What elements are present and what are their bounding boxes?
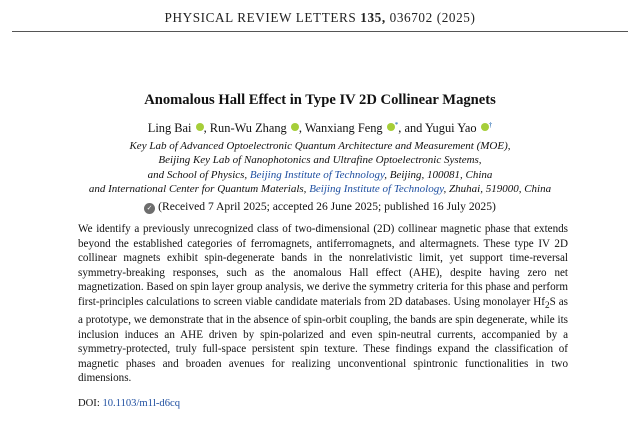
header-rule (12, 31, 628, 32)
author-separator: , and (398, 121, 423, 136)
paper-title: Anomalous Hall Effect in Type IV 2D Collinear Magnets (144, 92, 496, 108)
affiliation-text: , Zhuhai, 519000, China (443, 182, 552, 195)
publication-dates (0, 200, 640, 214)
dates-text: (Received 7 April 2025; accepted 26 June 2025; published 16 July 2025) (158, 200, 496, 213)
author-separator: , (298, 121, 302, 136)
author-separator: , (203, 121, 207, 136)
orcid-icon[interactable] (387, 123, 395, 131)
author-name: Run-Wu Zhang (209, 121, 287, 136)
abstract-subscript: 2 (545, 300, 550, 311)
author-1[interactable] (148, 121, 204, 135)
author-2[interactable] (210, 121, 299, 135)
affiliations (0, 139, 640, 196)
affiliation-line (0, 168, 640, 182)
abstract-text: S as a prototype, we demonstrate that in the absence of spin-orbit coupling, the bands are spin degenerate, while its inclusion induces an AHE driven by spin-polarized and even spin-neutral currents, accompanied by a symmetry-protected, truly full-space persistent spin texture. These findings expand the classification of magnetic phases and broaden avenues for realizing unconventional spintronic functionalities in two dimensions. (78, 295, 569, 385)
institute-link[interactable]: Beijing Institute of Technology (249, 168, 385, 181)
journal-volume: 135, (360, 10, 386, 25)
doi-link[interactable]: 10.1103/m1l-d6cq (102, 398, 181, 409)
affiliation-text: , Beijing, 100081, China (384, 168, 493, 181)
journal-name: PHYSICAL REVIEW LETTERS (164, 10, 357, 25)
author-3[interactable] (305, 121, 398, 135)
abstract-text: We identify a previously unrecognized class of two-dimensional (2D) collinear magnetic phase that extends beyond the established categories of ferromagnets, antiferromagnets, and altermagnets. These type IV 2D collinear magnets exhibit spin-degenerate bands in the nonrelativistic limit, yet support time-reversal symmetry-breaking responses, such as the anomalous Hall effect (AHE), despite having zero net magnetization. Based on spin layer group analysis, we derive the symmetry criteria for this phase and perform first-principles calculations to screen viable candidate materials from 2D databases. Using monolayer Hf (78, 223, 568, 308)
author-name: Yugui Yao (424, 121, 477, 136)
affiliation-line: Key Lab of Advanced Optoelectronic Quantum Architecture and Measurement (MOE), (129, 140, 511, 152)
journal-header (0, 10, 640, 26)
affiliation-text: and International Center for Quantum Materials, (88, 182, 307, 195)
institute-link[interactable]: Beijing Institute of Technology (309, 182, 444, 195)
affiliation-text: and School of Physics, (147, 168, 248, 181)
orcid-icon[interactable] (196, 123, 204, 131)
abstract (78, 222, 568, 386)
author-list (0, 121, 640, 136)
affiliation-line (0, 182, 640, 196)
corresponding-mark[interactable]: * (394, 121, 399, 129)
corresponding-mark[interactable]: † (488, 121, 493, 129)
crossmark-icon[interactable]: ✓ (144, 203, 155, 214)
author-4[interactable] (425, 121, 492, 135)
doi-label: DOI: (78, 398, 100, 409)
orcid-icon[interactable] (481, 123, 489, 131)
author-name: Wanxiang Feng (304, 121, 383, 136)
orcid-icon[interactable] (291, 123, 299, 131)
author-name: Ling Bai (147, 121, 192, 136)
affiliation-line: Beijing Key Lab of Nanophotonics and Ultrafine Optoelectronic Systems, (158, 154, 482, 167)
doi (78, 398, 180, 409)
article-number: 036702 (2025) (389, 10, 476, 25)
